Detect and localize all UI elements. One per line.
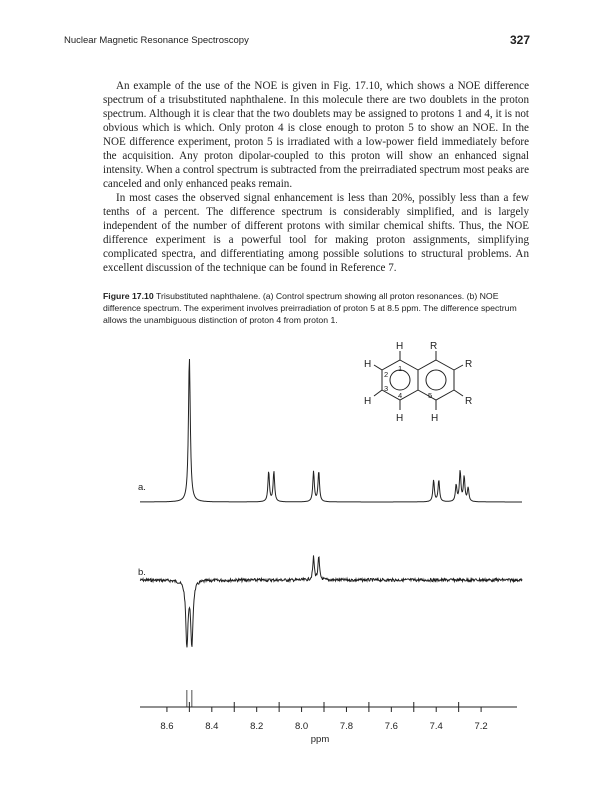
paragraph-2: In most cases the observed signal enhancement is less than 20%, possibly less than a few tenths of a percent. The difference spectrum is considerably simplified, and is largely independent of the number of different protons with similar chemical shifts. Thus, the NOE difference experiment is a powerful tool for making proton assignments, simplifying complicated spectra, and differentiating among possible solutions to structural problems. An excellent discussion of the technique can be found in Reference 7. bbox=[103, 192, 529, 274]
x-tick-label-5: 7.8 bbox=[339, 721, 354, 732]
figure-label: Figure 17.10 bbox=[103, 291, 154, 301]
position-2: 2 bbox=[384, 370, 389, 379]
atom-h-left-upper: H bbox=[364, 359, 372, 370]
position-3: 3 bbox=[384, 384, 389, 393]
atom-h-left-lower: H bbox=[364, 396, 372, 407]
x-tick-label-3: 8.2 bbox=[250, 721, 264, 732]
x-axis-label: ppm bbox=[310, 734, 330, 745]
left-ring-aromatic-circle bbox=[390, 370, 410, 390]
caption-text: Trisubstituted naphthalene. (a) Control spectrum showing all proton resonances. (b) NOE difference spectrum. The experiment involves preirradiation of proton 5 at 8.5 ppm. The difference spectrum allows the unambiguous distinction of proton 4 from proton 1. bbox=[103, 291, 517, 325]
atom-h-top: H bbox=[396, 341, 404, 352]
atom-h-bottom-left: H bbox=[396, 413, 404, 424]
x-tick-label-6: 7.6 bbox=[384, 721, 398, 732]
x-tick-label-8: 7.2 bbox=[474, 721, 488, 732]
position-4: 4 bbox=[398, 391, 403, 400]
atom-r-right-lower: R bbox=[465, 396, 473, 407]
atom-h-bottom-right: H bbox=[431, 413, 439, 424]
spectrum-trace-a bbox=[140, 359, 522, 502]
x-tick-label-1: 8.6 bbox=[160, 721, 174, 732]
position-5: 5 bbox=[428, 391, 433, 400]
x-tick-label-2: 8.4 bbox=[205, 721, 219, 732]
x-tick-label-4: 8.0 bbox=[294, 721, 309, 732]
paragraph-1: An example of the use of the NOE is given in Fig. 17.10, which shows a NOE difference spectrum of a trisubstituted naphthalene. In this molecule there are two doublets in the proton spectrum. Although it is clear that the two doublets may be assigned to protons 1 and 4, it is not obvious which is which. Only proton 4 is close enough to proton 5 to show an NOE. In the NOE difference experiment, proton 5 is irradiated with a low-power field immediately before the acquisition. Any proton dipolar-coupled to this proton will show an enhanced signal intensity. When a control spectrum is subtracted from the preirradiated spectrum most peaks are canceled and only enhanced peaks remain. bbox=[103, 80, 529, 190]
page-number: 327 bbox=[509, 33, 530, 47]
atom-r-right-upper: R bbox=[465, 359, 473, 370]
right-ring bbox=[418, 360, 454, 400]
x-tick-label-7: 7.4 bbox=[429, 721, 443, 732]
spectrum-trace-b bbox=[140, 555, 522, 647]
running-head-title: Nuclear Magnetic Resonance Spectroscopy bbox=[64, 35, 249, 46]
panel-label-b: b. bbox=[138, 567, 146, 578]
naphthalene-structure bbox=[374, 351, 463, 410]
position-1: 1 bbox=[398, 364, 403, 373]
panel-label-a: a. bbox=[138, 482, 146, 493]
right-ring-aromatic-circle bbox=[426, 370, 446, 390]
atom-r-top: R bbox=[430, 341, 438, 352]
